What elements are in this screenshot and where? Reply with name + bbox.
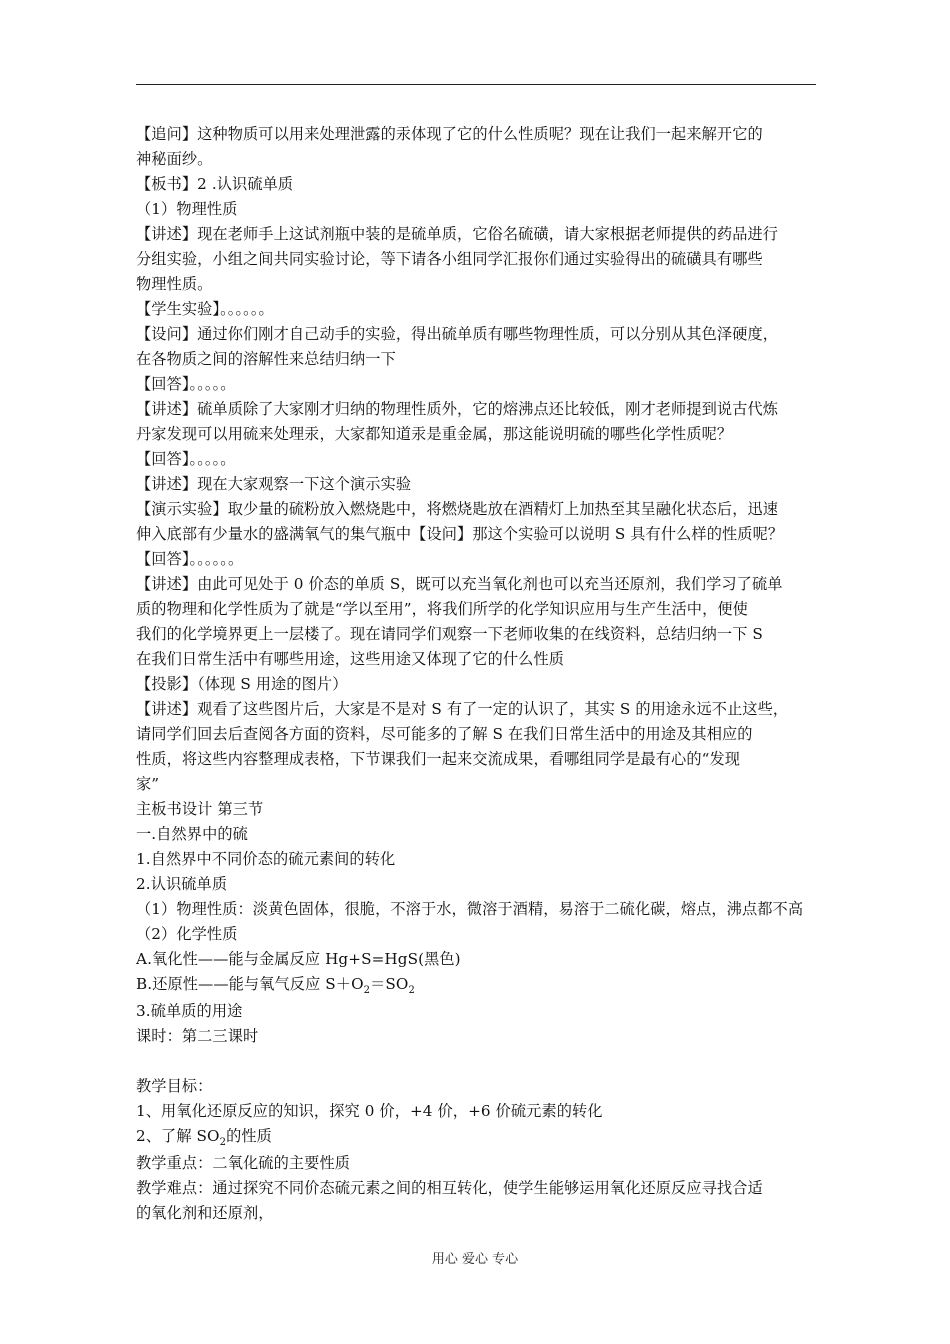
text-line: 教学重点：二氧化硫的主要性质 xyxy=(136,1154,351,1172)
text-line: 家” xyxy=(136,775,160,793)
text-line: 【演示实验】取少量的硫粉放入燃烧匙中，将燃烧匙放在酒精灯上加热至其呈融化状态后，迅速 xyxy=(136,500,779,518)
text-line: 【设问】通过你们刚才自己动手的实验，得出硫单质有哪些物理性质，可以分别从其色泽硬度， xyxy=(136,325,779,343)
text-line: 请同学们回去后查阅各方面的资料，尽可能多的了解 S 在我们日常生活中的用途及其相应的 xyxy=(136,725,753,743)
text-line: 我们的化学境界更上一层楼了。现在请同学们观察一下老师收集的在线资料，总结归纳一下 S xyxy=(136,625,763,643)
text-line: 课时：第二三课时 xyxy=(136,1027,259,1045)
blank-line xyxy=(136,1049,826,1074)
text-line: 质的物理和化学性质为了就是“学以至用”，将我们所学的化学知识应用与生产生活中，便使 xyxy=(136,600,748,618)
text-line: 伸入底部有少量水的盛满氧气的集气瓶中【设问】那这个实验可以说明 S 具有什么样的性质呢？ xyxy=(136,525,784,543)
text-line: 3.硫单质的用途 xyxy=(136,1002,243,1020)
text-line: 分组实验，小组之间共同实验讨论，等下请各小组同学汇报你们通过实验得出的硫磺具有哪些 xyxy=(136,250,763,268)
text-line: 教学目标： xyxy=(136,1077,213,1095)
text-line: 2.认识硫单质 xyxy=(136,875,228,893)
document-body xyxy=(136,122,826,1226)
text-block-uses xyxy=(136,999,826,1049)
text-line: 性质，将这些内容整理成表格，下节课我们一起来交流成果，看哪组同学是最有心的“发现 xyxy=(136,750,741,768)
text-line: 【回答】。。。。。 xyxy=(136,450,236,468)
text-line: （1）物理性质 xyxy=(136,200,238,218)
text-line: 【讲述】现在老师手上这试剂瓶中装的是硫单质，它俗名硫磺，请大家根据老师提供的药品进行 xyxy=(136,225,779,243)
text-line: 1、用氧化还原反应的知识，探究 0 价，+4 价，+6 价硫元素的转化 xyxy=(136,1102,603,1120)
text-line: 【学生实验】。。。。。。 xyxy=(136,300,274,318)
text-block-key-points xyxy=(136,1151,826,1226)
text-line: 教学难点：通过探究不同价态硫元素之间的相互转化，使学生能够运用氧化还原反应寻找合适 xyxy=(136,1179,763,1197)
page-footer: 用心 爱心 专心 xyxy=(431,1252,519,1267)
text-line: 【板书】2 .认识硫单质 xyxy=(136,175,294,193)
text-line: 丹家发现可以用硫来处理汞，大家都知道汞是重金属，那这能说明硫的哪些化学性质呢？ xyxy=(136,425,733,443)
text-line: 【讲述】由此可见处于 0 价态的单质 S，既可以充当氧化剂也可以充当还原剂，我们学习了硫单 xyxy=(136,575,783,593)
text-line: （1）物理性质：淡黄色固体，很脆，不溶于水，微溶于酒精，易溶于二硫化碳，熔点，沸点都不高 xyxy=(136,900,804,918)
text-line: 主板书设计 第三节 xyxy=(136,800,264,818)
text-line: 在各物质之间的溶解性来总结归纳一下 xyxy=(136,350,396,368)
text-line: （2）化学性质 xyxy=(136,925,238,943)
text-block-goals xyxy=(136,1074,826,1124)
text-line: A.氧化性——能与金属反应 Hg+S=HgS(黑色) xyxy=(136,950,461,968)
text-line: 1.自然界中不同价态的硫元素间的转化 xyxy=(136,850,396,868)
text-line: 【讲述】硫单质除了大家刚才归纳的物理性质外，它的熔沸点还比较低，刚才老师提到说古代炼 xyxy=(136,400,779,418)
text-line-reducing: B.还原性——能与氧气反应 $S+O_2=SO_2$ xyxy=(136,975,415,996)
text-line: 物理性质。 xyxy=(136,275,213,293)
text-line-so2: 2、了解 $SO_2$的性质 xyxy=(136,1127,272,1148)
header-rule xyxy=(136,84,816,85)
text-line: 【追问】这种物质可以用来处理泄露的汞体现了它的什么性质呢？现在让我们一起来解开它的 xyxy=(136,125,763,143)
text-line: 【投影】（体现 S 用途的图片） xyxy=(136,675,348,693)
text-line: 的氧化剂和还原剂， xyxy=(136,1204,274,1222)
text-line: 在我们日常生活中有哪些用途，这些用途又体现了它的什么性质 xyxy=(136,650,565,668)
text-line: 【回答】。。。。。 xyxy=(136,375,236,393)
text-line: 神秘面纱。 xyxy=(136,150,213,168)
text-block-main xyxy=(136,122,826,972)
text-line: 【讲述】现在大家观察一下这个演示实验 xyxy=(136,475,412,493)
text-line: 【讲述】观看了这些图片后，大家是不是对 S 有了一定的认识了，其实 S 的用途永远不止这些， xyxy=(136,700,789,718)
text-line: 【回答】。。。。。。 xyxy=(136,550,244,568)
text-line: 一.自然界中的硫 xyxy=(136,825,248,843)
